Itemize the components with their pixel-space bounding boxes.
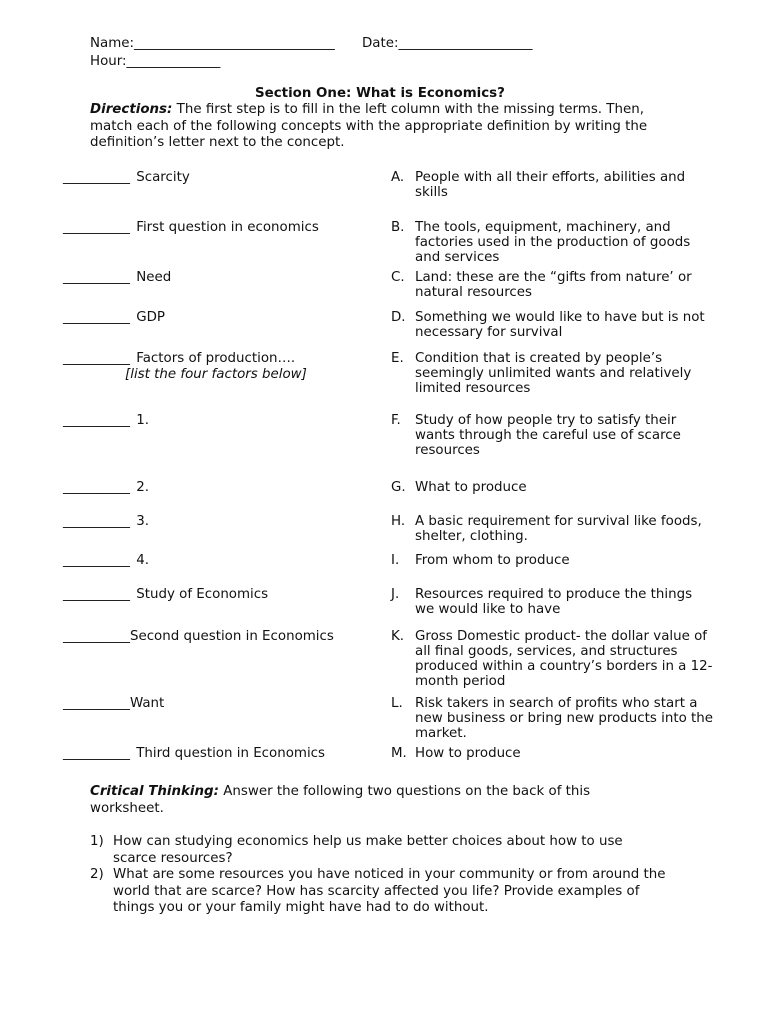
definition-text: Resources required to produce the things we would like to have: [415, 587, 693, 617]
definition-letter: I.: [391, 553, 400, 568]
critical-thinking-label: Critical Thinking:: [90, 784, 219, 799]
question-number: 1): [90, 834, 104, 849]
definition-letter: B.: [391, 220, 405, 235]
definition-text: Something we would like to have but is not necessary for survival: [415, 310, 705, 340]
concept-label: 3.: [136, 514, 149, 529]
question-text: What are some resources you have noticed in your community or from around the world that are scarce? How has scarcity affected you life? Provide examples of things you or your family might have had to do without.: [113, 867, 666, 916]
concept-row: [63, 514, 149, 531]
answer-blank: __________: [63, 553, 130, 568]
concept-label: GDP: [136, 310, 165, 325]
question-item: [90, 834, 680, 867]
concept-label: Study of Economics: [136, 587, 269, 602]
definition-letter: C.: [391, 270, 405, 285]
concept-label: Second question in Economics: [129, 629, 334, 644]
definition-text: Condition that is created by people’s seemingly unlimited wants and relatively limited resources: [415, 351, 692, 396]
critical-thinking-text: Answer the following two questions on the back of this worksheet.: [90, 784, 591, 816]
concept-row: [63, 413, 149, 430]
answer-blank: __________: [63, 514, 130, 529]
answer-blank: __________: [63, 413, 130, 428]
definition-letter: D.: [391, 310, 406, 325]
definition-text: How to produce: [415, 746, 521, 761]
concept-row: [63, 553, 149, 570]
concept-row: [63, 270, 171, 287]
answer-blank: __________: [63, 480, 130, 495]
concept-row: [63, 696, 164, 713]
concept-label: Third question in Economics: [136, 746, 326, 761]
question-item: [90, 867, 680, 917]
name-field-label: Name:______________________________: [90, 36, 335, 51]
concept-row: [63, 746, 325, 763]
concept-row: [63, 480, 149, 497]
definition-letter: L.: [391, 696, 403, 711]
definition-letter: K.: [391, 629, 405, 644]
definition-text: Land: these are the “gifts from nature’ or natural resources: [415, 270, 692, 300]
factors-note: [list the four factors below]: [125, 367, 307, 382]
concept-row: [63, 310, 165, 327]
definition-text: What to produce: [415, 480, 527, 495]
definition-text: Risk takers in search of profits who start a new business or bring new products into the market.: [415, 696, 714, 741]
concept-label: Need: [136, 270, 172, 285]
concept-label: First question in economics: [136, 220, 319, 235]
definition-text: The tools, equipment, machinery, and factories used in the production of goods and services: [415, 220, 691, 265]
definition-text: Study of how people try to satisfy their wants through the careful use of scarce resources: [415, 413, 681, 458]
directions-paragraph: [90, 102, 690, 152]
answer-blank: __________: [63, 270, 130, 285]
answer-blank: __________: [63, 746, 130, 761]
critical-thinking-paragraph: [90, 784, 630, 817]
definition-letter: F.: [391, 413, 401, 428]
definition-letter: A.: [391, 170, 405, 185]
concept-row: [63, 587, 268, 604]
definition-text: Gross Domestic product- the dollar value of all final goods, services, and structures produced within a country’s borders in a 12-month period: [415, 629, 713, 689]
section-title: Section One: What is Economics?: [255, 86, 505, 101]
definition-letter: H.: [391, 514, 406, 529]
answer-blank: __________: [63, 310, 130, 325]
answer-blank: __________: [63, 629, 130, 644]
concept-label: Factors of production….: [136, 351, 296, 366]
answer-blank: __________: [63, 170, 130, 185]
definition-text: From whom to produce: [415, 553, 570, 568]
concept-row: [63, 220, 319, 237]
concept-row: [63, 170, 190, 187]
definition-text: A basic requirement for survival like foods, shelter, clothing.: [415, 514, 702, 544]
definition-letter: G.: [391, 480, 406, 495]
directions-label: Directions:: [90, 102, 173, 117]
definition-text: People with all their efforts, abilities and skills: [415, 170, 686, 200]
directions-text: The first step is to fill in the left column with the missing terms. Then, match each of the following concepts with the appropriate definition by writing the definition’s letter next to the concept.: [90, 102, 648, 151]
definition-letter: J.: [391, 587, 400, 602]
concept-label: 4.: [136, 553, 149, 568]
concept-label: Scarcity: [136, 170, 190, 185]
concept-row: [63, 351, 295, 368]
concept-row: [63, 629, 334, 646]
question-text: How can studying economics help us make better choices about how to use scarce resources?: [113, 834, 623, 866]
definition-letter: M.: [391, 746, 407, 761]
question-number: 2): [90, 867, 104, 882]
answer-blank: __________: [63, 351, 130, 366]
concept-label: Want: [129, 696, 165, 711]
answer-blank: __________: [63, 220, 130, 235]
date-field-label: Date:____________________: [362, 36, 533, 51]
answer-blank: __________: [63, 696, 130, 711]
definition-letter: E.: [391, 351, 404, 366]
answer-blank: __________: [63, 587, 130, 602]
hour-field-label: Hour:______________: [90, 54, 221, 69]
concept-label: 2.: [136, 480, 149, 495]
concept-label: 1.: [136, 413, 149, 428]
